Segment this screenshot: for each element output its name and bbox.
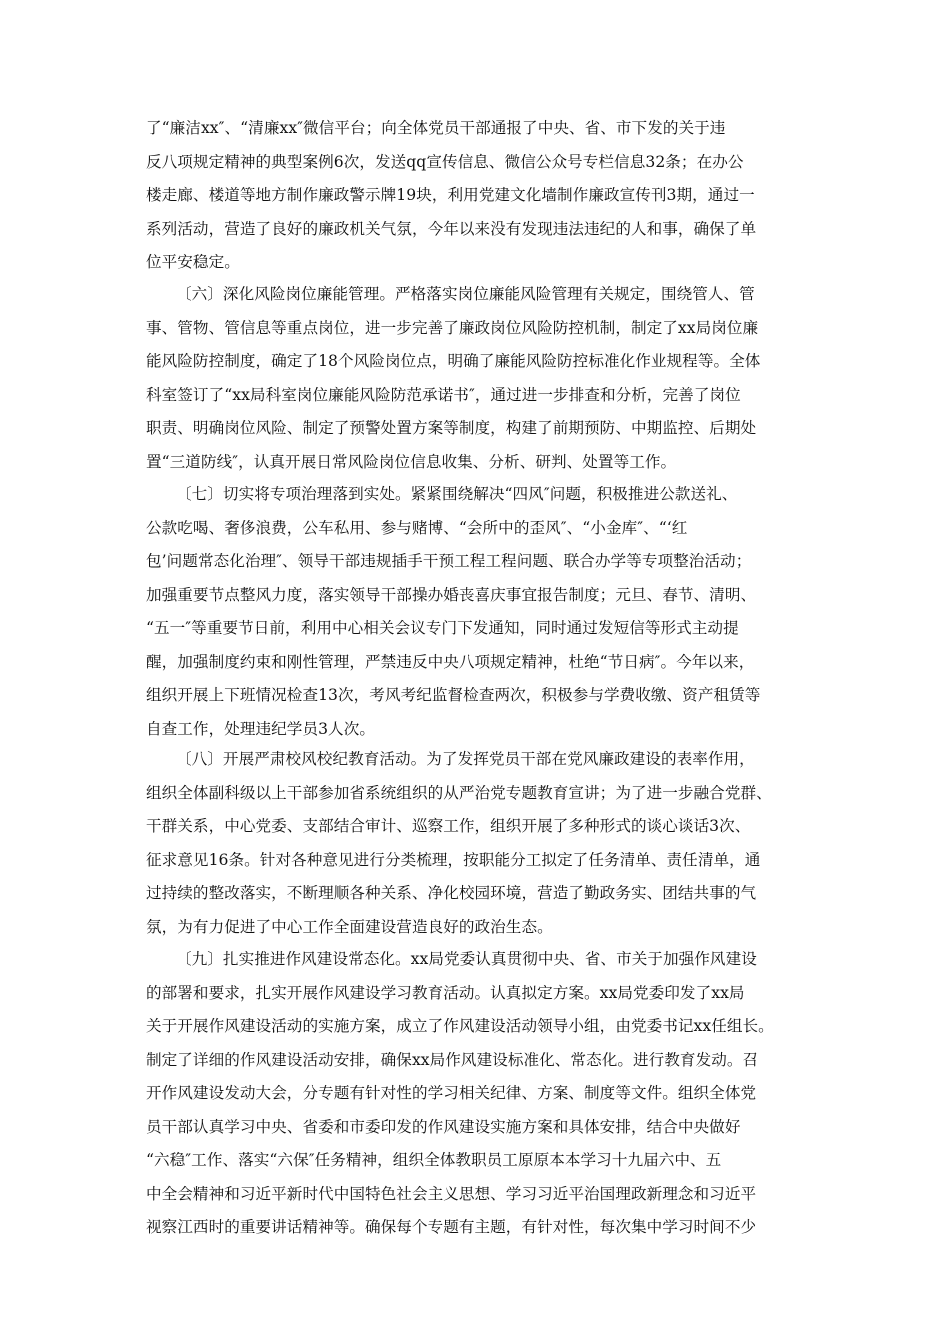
paragraph-section-7	[146, 478, 806, 746]
text-line: 自查工作，处理违纪学员3人次。	[146, 719, 375, 738]
paragraph-heading-line: 〔九〕扎实推进作风建设常态化。xx局党委认真贯彻中央、省、市关于加强作风建设	[176, 950, 757, 968]
text-line: 事、管物、管信息等重点岗位，进一步完善了廉政岗位风险防控机制，制定了xx局岗位廉	[146, 318, 759, 337]
paragraph-section-8	[146, 743, 806, 944]
paragraph-heading-line: 〔六〕深化风险岗位廉能管理。严格落实岗位廉能风险管理有关规定，围绕管人、管	[176, 285, 755, 303]
text-line: 加强重要节点整风力度，落实领导干部操办婚丧喜庆事宜报告制度；元旦、春节、清明、	[146, 585, 757, 604]
text-line: 员干部认真学习中央、省委和市委印发的作风建设实施方案和具体安排，结合中央做好	[146, 1117, 741, 1136]
text-line: 包’问题常态化治理″、领导干部违规插手干预工程工程问题、联合办学等专项整治活动；	[146, 552, 752, 570]
text-line: 氛，为有力促进了中心工作全面建设营造良好的政治生态。	[146, 917, 553, 936]
text-line: 视察江西时的重要讲话精神等。确保每个专题有主题，有针对性，每次集中学习时间不少	[146, 1218, 757, 1236]
text-line: “六稳″工作、落实“六保″任务精神，组织全体教职员工原原本本学习十九届六中、五	[146, 1151, 722, 1169]
text-line: 职责、明确岗位风险、制定了预警处置方案等制度，构建了前期预防、中期监控、后期处	[146, 419, 757, 437]
text-line: 开作风建设发动大会，分专题有针对性的学习相关纪律、方案、制度等文件。组织全体党	[146, 1084, 757, 1102]
text-line: 征求意见16条。针对各种意见进行分类梳理，按职能分工拟定了任务清单、责任清单，通	[146, 850, 761, 869]
text-line: 科室签订了“xx局科室岗位廉能风险防范承诺书″，通过进一步排查和分析，完善了岗位	[146, 385, 741, 404]
text-line: 置“三道防线″，认真开展日常风险岗位信息收集、分析、研判、处置等工作。	[146, 452, 677, 471]
paragraph-heading-line: 〔七〕切实将专项治理落到实处。紧紧围绕解决“四风″问题，积极推进公款送礼、	[176, 485, 738, 503]
text-line: 组织开展上下班情况检查13次，考风考纪监督检查两次，积极参与学费收缴、资产租赁等	[146, 686, 761, 704]
paragraph-section-9	[146, 943, 806, 1245]
text-line: 关于开展作风建设活动的实施方案，成立了作风建设活动领导小组，由党委书记xx任组长。	[146, 1017, 774, 1035]
text-line: 反八项规定精神的典型案例6次，发送qq宣传信息、微信公众号专栏信息32条；在办公	[146, 152, 744, 171]
text-line: “五一″等重要节日前，利用中心相关会议专门下发通知，同时通过发短信等形式主动提	[146, 619, 739, 637]
text-line: 位平安稳定。	[146, 253, 240, 271]
text-line: 能风险防控制度，确定了18个风险岗位点，明确了廉能风险防控标准化作业规程等。全体	[146, 352, 761, 370]
paragraph-section-6	[146, 278, 806, 479]
text-line: 干群关系，中心党委、支部结合审计、巡察工作，组织开展了多种形式的谈心谈话3次、	[146, 817, 751, 835]
text-line: 中全会精神和习近平新时代中国特色社会主义思想、学习习近平治国理政新理念和习近平	[146, 1184, 757, 1203]
text-line: 制定了详细的作风建设活动安排，确保xx局作风建设标准化、常态化。进行教育发动。召	[146, 1050, 759, 1069]
paragraph-continuation	[146, 112, 806, 280]
text-line: 公款吃喝、奢侈浪费，公车私用、参与赌博、“会所中的歪风″、“小金库″、“‘红	[146, 518, 688, 537]
text-line: 系列活动，营造了良好的廉政机关气氛，今年以来没有发现违法违纪的人和事，确保了单	[146, 219, 757, 238]
text-line: 组织全体副科级以上干部参加省系统组织的从严治党专题教育宣讲；为了进一步融合党群、	[146, 783, 772, 802]
text-line: 醒，加强制度约束和刚性管理，严禁违反中央八项规定精神，杜绝“节日病″。今年以来，	[146, 652, 755, 671]
text-line: 过持续的整改落实，不断理顺各种关系、净化校园环境，营造了勤政务实、团结共事的气	[146, 884, 757, 902]
text-line: 楼走廊、楼道等地方制作廉政警示牌19块，利用党建文化墙制作廉政宣传刊3期，通过一	[146, 186, 755, 204]
text-line: 了“廉洁xx″、“清廉xx″微信平台；向全体党员干部通报了中央、省、市下发的关于违	[146, 119, 726, 137]
text-line: 的部署和要求，扎实开展作风建设学习教育活动。认真拟定方案。xx局党委印发了xx局	[146, 983, 745, 1002]
paragraph-heading-line: 〔八〕开展严肃校风校纪教育活动。为了发挥党员干部在党风廉政建设的表率作用，	[176, 750, 755, 768]
